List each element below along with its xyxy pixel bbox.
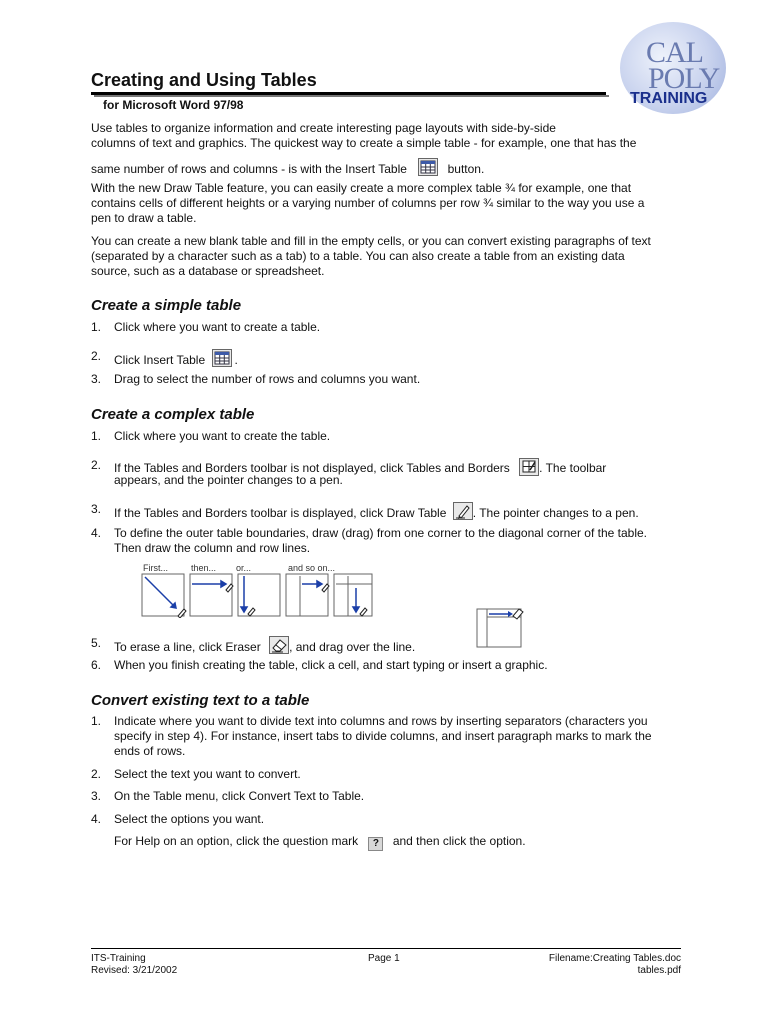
diagram-label-and-so-on: and so on...	[288, 563, 336, 573]
step-text: , and drag over the line.	[289, 640, 416, 654]
footer-revised: Revised: 3/21/2002	[91, 965, 178, 976]
insert-table-icon	[418, 158, 438, 180]
intro-line: source, such as a database or spreadsheet.	[91, 264, 325, 278]
page-subtitle: for Microsoft Word 97/98	[103, 98, 244, 112]
intro-line: (separated by a character such as a tab) to a table. You can also create a table from an existing data	[91, 249, 625, 263]
step-number: 2.	[91, 767, 102, 781]
title-rule-shadow	[94, 95, 609, 97]
intro-text: button.	[447, 162, 485, 176]
step-text: Click Insert Table	[114, 353, 206, 367]
step-text: Click where you want to create a table.	[114, 320, 321, 334]
footer-right	[500, 953, 681, 977]
draw-table-diagram	[140, 562, 375, 618]
step-text: Then draw the column and row lines.	[114, 541, 311, 555]
step-number: 4.	[91, 526, 102, 540]
step-number: 1.	[91, 320, 102, 334]
heading-convert-text: Convert existing text to a table	[91, 692, 310, 709]
step-number: 2.	[91, 349, 102, 363]
step-text-with-icon	[114, 636, 684, 658]
intro-line-insert-table	[91, 158, 686, 180]
step-text-with-icon	[114, 349, 684, 371]
draw-table-pencil-icon	[453, 502, 473, 524]
step-text: Indicate where you want to divide text into columns and rows by inserting separators (characters you	[114, 714, 648, 728]
step-text: When you finish creating the table, click a cell, and start typing or insert a graphic.	[114, 658, 548, 672]
diagram-frames	[140, 572, 375, 618]
cal-poly-training-logo	[620, 22, 730, 117]
diagram-label-first: First...	[143, 563, 168, 573]
step-text: To erase a line, click Eraser	[114, 640, 261, 654]
step-text: Select the options you want.	[114, 812, 265, 826]
footer-pdf-name: tables.pdf	[637, 965, 681, 976]
step-text: Click where you want to create the table.	[114, 429, 331, 443]
question-mark-icon	[368, 835, 383, 851]
step-text: ends of rows.	[114, 744, 186, 758]
step-text: On the Table menu, click Convert Text to Table.	[114, 789, 365, 803]
heading-simple-table: Create a simple table	[91, 297, 242, 314]
help-text: and then click the option.	[392, 834, 526, 848]
step-number: 3.	[91, 789, 102, 803]
step-text: If the Tables and Borders toolbar is displayed, click Draw Table	[114, 506, 447, 520]
logo-line-training: TRAINING	[630, 90, 708, 107]
diagram-label-then: then...	[191, 563, 217, 573]
footer-rule	[91, 948, 681, 949]
step-text: To define the outer table boundaries, draw (drag) from one corner to the diagonal corner of the table.	[114, 526, 647, 540]
step-number: 1.	[91, 429, 102, 443]
step-number: 1.	[91, 714, 102, 728]
footer-page-number: Page 1	[368, 953, 400, 964]
step-text: If the Tables and Borders toolbar is not displayed, click Tables and Borders	[114, 461, 510, 475]
step-text: Select the text you want to convert.	[114, 767, 301, 781]
intro-text: same number of rows and columns - is with the Insert Table	[91, 162, 407, 176]
footer-org: ITS-Training	[91, 953, 146, 964]
intro-line: With the new Draw Table feature, you can easily create a more complex table ¾ for example, one that	[91, 181, 632, 195]
step-number: 3.	[91, 502, 102, 516]
intro-line: columns of text and graphics. The quickest way to create a simple table - for example, one that has the	[91, 136, 637, 150]
insert-table-icon	[212, 349, 232, 371]
intro-line: pen to draw a table.	[91, 211, 197, 225]
intro-line: Use tables to organize information and create interesting page layouts with side-by-side	[91, 121, 556, 135]
step-number: 3.	[91, 372, 102, 386]
logo-line-poly: POLY	[648, 62, 720, 95]
step-text: .	[234, 353, 238, 367]
step-number: 6.	[91, 658, 102, 672]
intro-line: contains cells of different heights or a varying number of columns per row ¾ similar to the way you use a	[91, 196, 645, 210]
step-number: 4.	[91, 812, 102, 826]
footer-left	[91, 953, 177, 977]
help-line	[114, 834, 684, 851]
heading-complex-table: Create a complex table	[91, 406, 255, 423]
step-text-with-icon	[114, 502, 684, 524]
step-text: specify in step 4). For instance, insert tabs to divide columns, and insert paragraph marks to mark the	[114, 729, 652, 743]
step-text: Drag to select the number of rows and columns you want.	[114, 372, 421, 386]
intro-line: You can create a new blank table and fill in the empty cells, or you can convert existing paragraphs of text	[91, 234, 651, 248]
question-mark-glyph: ?	[368, 837, 383, 851]
footer-filename: Filename:Creating Tables.doc	[548, 953, 681, 964]
help-text: For Help on an option, click the question mark	[114, 834, 359, 848]
page-title: Creating and Using Tables	[91, 70, 317, 90]
eraser-icon	[269, 636, 289, 658]
diagram-label-or: or...	[236, 563, 252, 573]
step-number: 2.	[91, 458, 102, 472]
logo-line-cal: CAL	[646, 36, 703, 69]
step-text: appears, and the pointer changes to a pen.	[114, 473, 343, 487]
step-text: . The toolbar	[539, 461, 607, 475]
step-number: 5.	[91, 636, 102, 650]
step-text: . The pointer changes to a pen.	[472, 506, 639, 520]
